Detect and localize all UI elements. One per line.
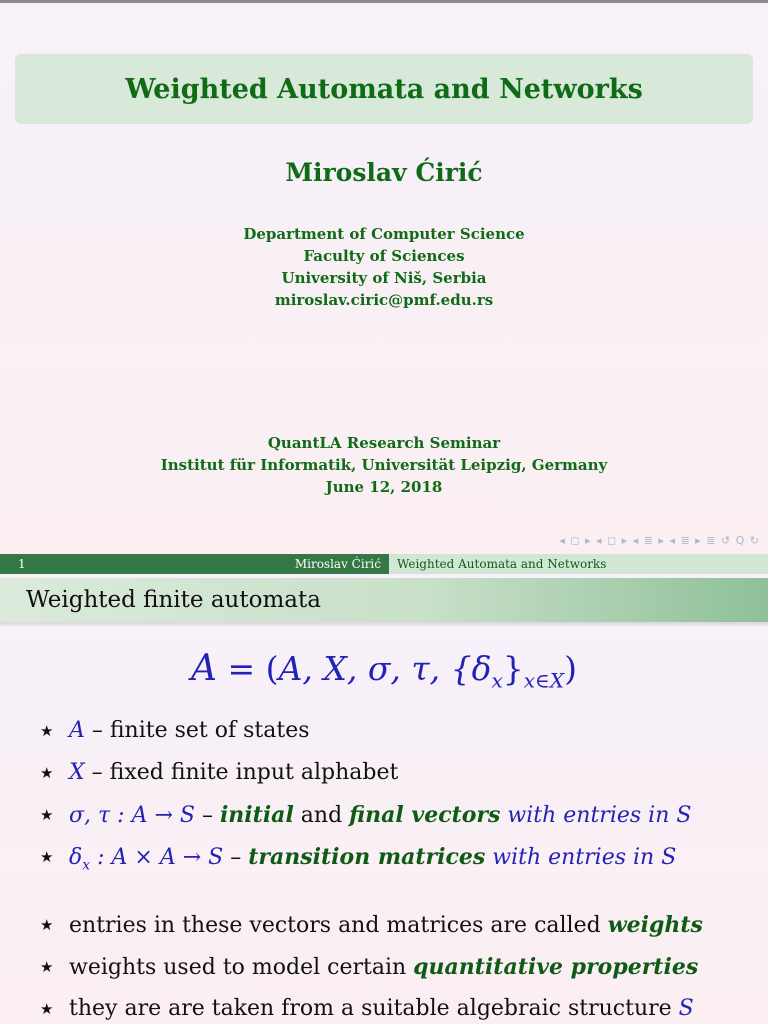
bullet-emphasis: quantitative properties bbox=[413, 954, 699, 980]
bullet-dash: – bbox=[194, 803, 220, 828]
bullet-math: δ bbox=[69, 845, 83, 870]
list-item bbox=[40, 752, 691, 794]
bullet-math: : A × A → S bbox=[90, 845, 224, 870]
affiliation bbox=[0, 223, 768, 311]
event-name: QuantLA Research Seminar bbox=[267, 434, 501, 452]
bullet-math: σ, τ : A → S bbox=[69, 803, 195, 828]
bullet-text: they are are taken from a suitable algebraic structure bbox=[69, 996, 679, 1021]
footer-page-number: 1 bbox=[18, 557, 26, 571]
bullet-text: – finite set of states bbox=[84, 718, 310, 743]
star-bullet-icon: ★ bbox=[40, 958, 54, 976]
slide-footer bbox=[0, 554, 768, 574]
formula-close: ) bbox=[564, 649, 577, 688]
bullet-math-sub: x bbox=[82, 857, 91, 874]
star-bullet-icon: ★ bbox=[40, 848, 54, 866]
bullet-text: – fixed finite input alphabet bbox=[84, 760, 399, 785]
bullet-math: X bbox=[69, 760, 85, 785]
bullet-emphasis: final vectors bbox=[349, 802, 501, 828]
bullet-text: weights used to model certain bbox=[69, 955, 414, 980]
footer-author: Miroslav Ćirić bbox=[294, 557, 381, 571]
formula-open: = ( bbox=[217, 649, 279, 688]
weights-list bbox=[40, 904, 703, 1030]
author-email: miroslav.ciric@pmf.edu.rs bbox=[274, 291, 494, 309]
bullet-text: entries in these vectors and matrices are called bbox=[69, 913, 608, 938]
author-name: Miroslav Ćirić bbox=[285, 158, 483, 187]
event-info bbox=[0, 432, 768, 498]
bullet-tail: with entries in S bbox=[485, 845, 677, 870]
bullet-emphasis: weights bbox=[607, 912, 703, 938]
formula-vars: A, X, σ, τ, {δ bbox=[278, 649, 492, 688]
star-bullet-icon: ★ bbox=[40, 764, 54, 782]
bullet-dash: – bbox=[223, 845, 249, 870]
footer-left bbox=[0, 554, 389, 574]
title-box bbox=[15, 54, 753, 124]
title-slide bbox=[0, 3, 768, 554]
frame-title-shadow bbox=[0, 622, 768, 627]
beamer-navigation-icons[interactable]: ◂ ◻ ▸ ◂ ◻ ▸ ◂ ≣ ▸ ◂ ≣ ▸ ≣ ↺ Q ↻ bbox=[559, 534, 760, 547]
list-item bbox=[40, 794, 691, 836]
automaton-formula bbox=[0, 648, 768, 693]
content-slide bbox=[0, 574, 768, 1024]
bullet-math: A bbox=[69, 718, 85, 743]
bullet-emphasis: transition matrices bbox=[248, 844, 486, 870]
bullet-math: S bbox=[678, 996, 694, 1021]
star-bullet-icon: ★ bbox=[40, 722, 54, 740]
formula-lhs: A bbox=[191, 648, 218, 689]
frame-title: Weighted finite automata bbox=[0, 578, 768, 622]
formula-sub2: x∈X bbox=[523, 668, 565, 693]
star-bullet-icon: ★ bbox=[40, 806, 54, 824]
footer-right bbox=[389, 554, 768, 574]
presentation-title: Weighted Automata and Networks bbox=[125, 73, 643, 105]
list-item bbox=[40, 946, 703, 988]
star-bullet-icon: ★ bbox=[40, 916, 54, 934]
affiliation-university: University of Niš, Serbia bbox=[281, 269, 487, 287]
affiliation-faculty: Faculty of Sciences bbox=[303, 247, 465, 265]
list-item bbox=[40, 836, 691, 878]
bullet-emphasis: initial bbox=[219, 802, 294, 828]
event-date: June 12, 2018 bbox=[325, 478, 443, 496]
star-bullet-icon: ★ bbox=[40, 1000, 54, 1018]
definition-list bbox=[40, 710, 691, 878]
footer-title: Weighted Automata and Networks bbox=[397, 557, 607, 571]
formula-close-brace: } bbox=[502, 649, 524, 688]
formula-sub1: x bbox=[491, 668, 503, 693]
bullet-text: and bbox=[293, 803, 350, 828]
event-venue: Institut für Informatik, Universität Leipzig, Germany bbox=[160, 456, 608, 474]
list-item bbox=[40, 904, 703, 946]
bullet-tail: with entries in S bbox=[500, 803, 692, 828]
affiliation-department: Department of Computer Science bbox=[243, 225, 525, 243]
list-item bbox=[40, 710, 691, 752]
